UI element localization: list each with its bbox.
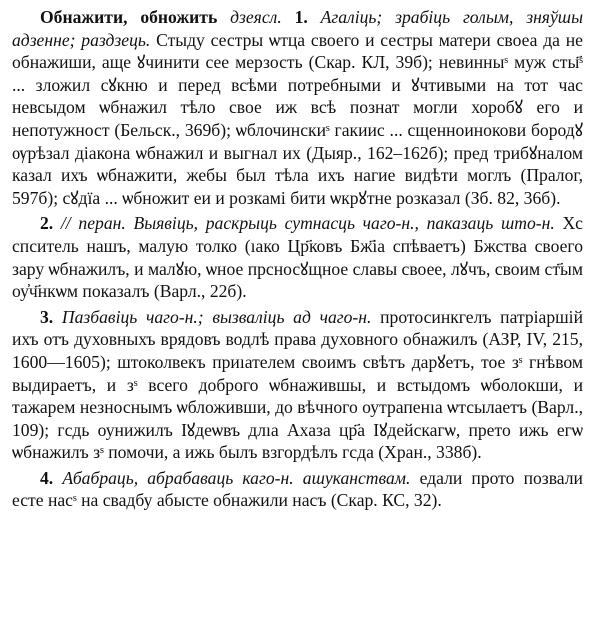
sense-citations: Стыду сестры ѡтца своего и сестры матери своеа да не обнажиши, аще ꙋчинити сее мерзость (Скар. КЛ, 39б); невинныˢ муж сты҃ˢ ... зложил сꙋкню и перед всѣми потребными и ꙋчтивыми на тот час невсыдом ѡбнажил тѣло свое иж всѣ познат могли хоробꙋ его и непотужност (Бельск., 369б); ѡблочинскиˢ гакиис ... сщенноинокови бородꙋ ѹрѣзал діакона ѡбнажил и выгнал их (Дыяр., 162–162б); пред трибꙋналом казал ихъ ѡбнажити, жебы был тѣла ихъ нагие видѣти моглъ (Пралог, 597б); сꙋдїа ... ѡбножит еи и розкамі бити ѡкрꙋтне розказал (Зб. 82, 36б). — [12, 29, 583, 208]
sense-number: 3. — [40, 306, 54, 327]
sense-number: 1. — [294, 7, 308, 27]
sense-citations: протосинкгелъ патріаршій ихъ отъ духовныхъ врядовъ водлѣ права духовного обнажилъ (АЗР, IV, 215, 1600—1605); штоколвекъ приıателем своимъ свѣтъ дарꙋетъ, тое зˢ гнѣвом выдираетъ, и зˢ всего доброго ѡбнажившы, и встыдомъ ѡболокши, и тажарем незноснымъ ѡбложивши, до вѣчного оутрапенıа ѡтсылаетъ (Варл., 109); гсдь оунижилъ Іꙋдеѡвъ длıа Ахаза цр҃а Іꙋдейскагѡ, прето ижь егѡ ѡбнажилъ зˢ помочи, а ижь былъ взгордѣлъ гсда (Хран., 338б). — [12, 306, 583, 463]
sense-definition: Абабраць, абрабаваць каго-н. ашуканствам. — [62, 467, 411, 488]
sense-definition: // перан. Выявіць, раскрыць сутнасць чаго-н., паказаць што-н. — [60, 213, 555, 234]
sense-definition: Пазбавіць чаго-н.; вызваліць ад чаго-н. — [61, 306, 372, 327]
sense-citations: едали прото позвали есте насˢ на свадбу абысте обнажили насъ (Скар. КС, 32). — [12, 467, 583, 511]
sense-number: 2. — [40, 213, 54, 234]
sense-definition: Агаліць; зрабіць голым, зняўшы адзенне; раздзець. — [12, 7, 583, 50]
sense-2-paragraph — [12, 212, 583, 302]
dictionary-entry — [12, 6, 583, 512]
sense-number: 4. — [40, 467, 54, 488]
sense-4-paragraph — [12, 467, 583, 512]
sense-1-paragraph — [12, 6, 583, 209]
part-of-speech: дзеясл. — [230, 7, 282, 27]
sense-3-paragraph — [12, 306, 583, 464]
entry-headword: Обнажити, обножить — [40, 7, 218, 27]
sense-citations: Хс спситель нашъ, малую толко (ıако Цр҃ковъ Бж҃іа спѣваетъ) Бжства своего зару ѡбнажилъ, и малꙋю, ѡное прсносꙋщное славы своее, лꙋчъ, своим ст҃ым оу҆ч҃нкѡм показалъ (Варл., 22б). — [12, 213, 583, 302]
